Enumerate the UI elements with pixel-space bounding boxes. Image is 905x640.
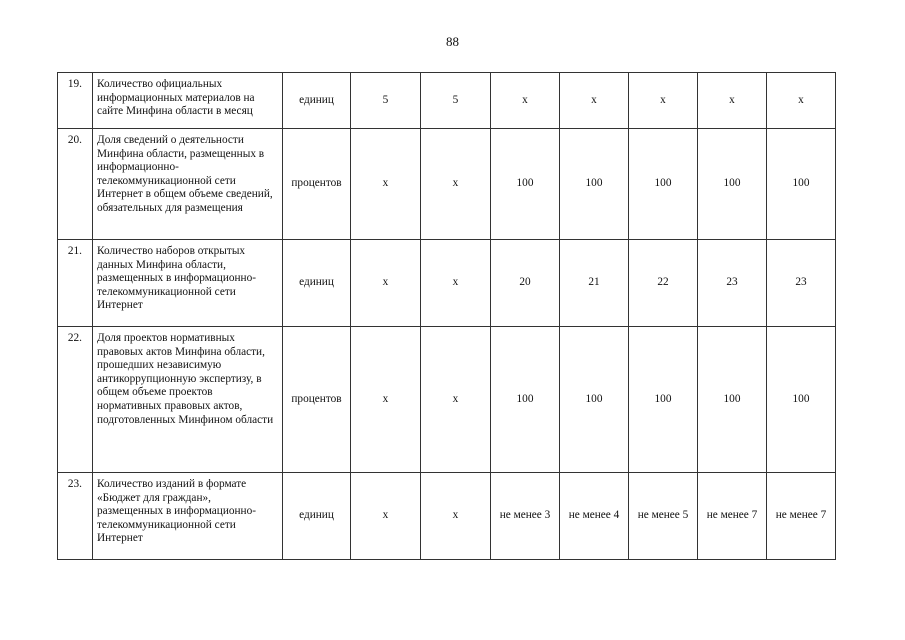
value-cell: x bbox=[351, 129, 421, 240]
row-number: 20. bbox=[58, 129, 93, 240]
table-row bbox=[58, 473, 836, 560]
value-cell: x bbox=[698, 73, 767, 129]
value-cell: 100 bbox=[491, 129, 560, 240]
value-cell: не менее 5 bbox=[629, 473, 698, 560]
value-cell: x bbox=[351, 240, 421, 327]
value-cell: 100 bbox=[767, 129, 836, 240]
value-cell: x bbox=[351, 327, 421, 473]
table-row bbox=[58, 240, 836, 327]
value-cell: x bbox=[767, 73, 836, 129]
indicator-name: Доля сведений о деятельности Минфина области, размещенных в информационно-телекоммуникационной сети Интернет в общем объеме сведений, обязательных для размещения bbox=[93, 129, 283, 240]
value-cell: не менее 4 bbox=[560, 473, 629, 560]
value-cell: x bbox=[560, 73, 629, 129]
value-cell: 23 bbox=[767, 240, 836, 327]
value-cell: 23 bbox=[698, 240, 767, 327]
value-cell: x bbox=[491, 73, 560, 129]
value-cell: 100 bbox=[560, 327, 629, 473]
value-cell: x bbox=[629, 73, 698, 129]
value-cell: x bbox=[421, 129, 491, 240]
row-number: 22. bbox=[58, 327, 93, 473]
value-cell: 20 bbox=[491, 240, 560, 327]
value-cell: 21 bbox=[560, 240, 629, 327]
value-cell: 100 bbox=[698, 129, 767, 240]
value-cell: 5 bbox=[351, 73, 421, 129]
unit-cell: единиц bbox=[283, 240, 351, 327]
value-cell: не менее 7 bbox=[698, 473, 767, 560]
unit-cell: единиц bbox=[283, 473, 351, 560]
indicators-table bbox=[57, 72, 836, 560]
value-cell: 100 bbox=[698, 327, 767, 473]
value-cell: не менее 3 bbox=[491, 473, 560, 560]
row-number: 23. bbox=[58, 473, 93, 560]
row-number: 21. bbox=[58, 240, 93, 327]
table-row bbox=[58, 129, 836, 240]
value-cell: x bbox=[421, 327, 491, 473]
row-number: 19. bbox=[58, 73, 93, 129]
value-cell: 100 bbox=[629, 129, 698, 240]
value-cell: не менее 7 bbox=[767, 473, 836, 560]
value-cell: 22 bbox=[629, 240, 698, 327]
indicator-name: Количество официальных информационных материалов на сайте Минфина области в месяц bbox=[93, 73, 283, 129]
value-cell: 100 bbox=[491, 327, 560, 473]
unit-cell: процентов bbox=[283, 327, 351, 473]
indicator-name: Доля проектов нормативных правовых актов Минфина области, прошедших независимую антикоррупционную экспертизу, в общем объеме проектов нормативных правовых актов, подготовленных Минфином области bbox=[93, 327, 283, 473]
unit-cell: процентов bbox=[283, 129, 351, 240]
value-cell: 100 bbox=[767, 327, 836, 473]
value-cell: 100 bbox=[629, 327, 698, 473]
table-row bbox=[58, 327, 836, 473]
indicator-name: Количество наборов открытых данных Минфина области, размещенных в информационно-телекоммуникационной сети Интернет bbox=[93, 240, 283, 327]
value-cell: x bbox=[421, 240, 491, 327]
unit-cell: единиц bbox=[283, 73, 351, 129]
table-row bbox=[58, 73, 836, 129]
page-number: 88 bbox=[446, 34, 459, 49]
value-cell: x bbox=[421, 473, 491, 560]
value-cell: x bbox=[351, 473, 421, 560]
indicator-name: Количество изданий в формате «Бюджет для граждан», размещенных в информационно-телекоммуникационной сети Интернет bbox=[93, 473, 283, 560]
value-cell: 100 bbox=[560, 129, 629, 240]
value-cell: 5 bbox=[421, 73, 491, 129]
